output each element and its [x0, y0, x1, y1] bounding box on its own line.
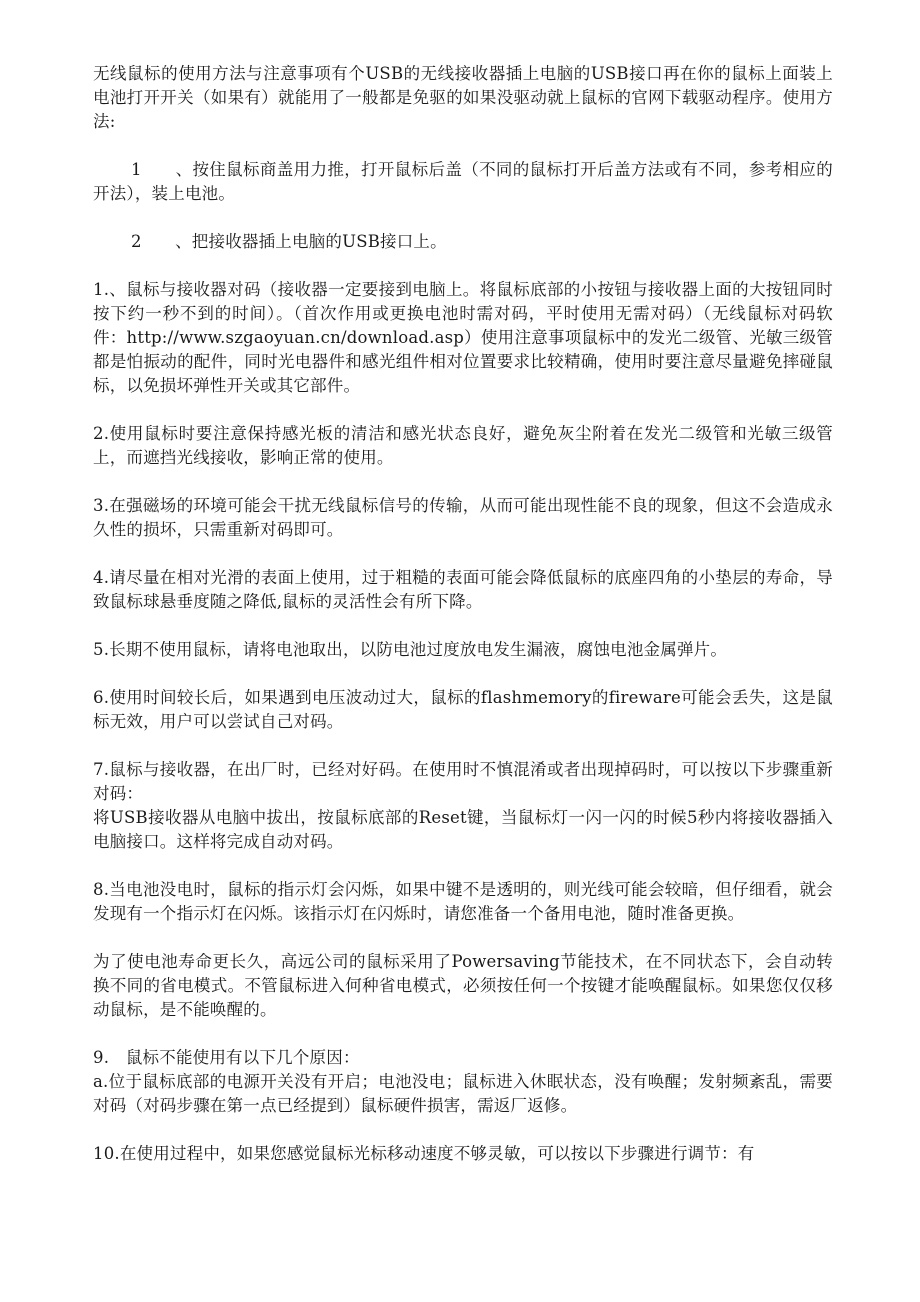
note-6-paragraph: 6.使用时间较长后，如果遇到电压波动过大，鼠标的flashmemory的fireware可能会丢失，这是鼠标无效，用户可以尝试自己对码。: [93, 688, 833, 731]
note-3-paragraph: 3.在强磁场的环境可能会干扰无线鼠标信号的传输，从而可能出现性能不良的现象，但这不会造成永久性的损坏，只需重新对码即可。: [93, 496, 833, 539]
note-7-heading: 7.鼠标与接收器，在出厂时，已经对好码。在使用时不慎混淆或者出现掉码时，可以按以下步骤重新对码：: [93, 760, 833, 803]
note-5-paragraph: 5.长期不使用鼠标，请将电池取出，以防电池过度放电发生漏液，腐蚀电池金属弹片。: [93, 640, 728, 659]
note-7-steps: 将USB接收器从电脑中拔出，按鼠标底部的Reset键，当鼠标灯一闪一闪的时候5秒内将接收器插入电脑接口。这样将完成自动对码。: [93, 808, 833, 851]
note-1-paragraph: 1.、鼠标与接收器对码（接收器一定要接到电脑上。将鼠标底部的小按钮与接收器上面的大按钮同时按下约一秒不到的时间）。（首次作用或更换电池时需对码，平时使用无需对码）（无线鼠标对码软件：http://www.szgaoyuan.cn/download.asp）使用注意事项鼠标中的发光二级管、光敏三级管都是怕振动的配件，同时光电器件和感光组件相对位置要求比较精确，使用时要注意尽量避免摔碰鼠标，以免损坏弹性开关或其它部件。: [93, 280, 833, 395]
step-2-paragraph: 2 、把接收器插上电脑的USB接口上。: [131, 232, 447, 251]
intro-paragraph: 无线鼠标的使用方法与注意事项有个USB的无线接收器插上电脑的USB接口再在你的鼠标上面装上电池打开开关（如果有）就能用了一般都是免驱的如果没驱动就上鼠标的官网下载驱动程序。使用方法:: [93, 64, 833, 131]
note-4-paragraph: 4.请尽量在相对光滑的表面上使用，过于粗糙的表面可能会降低鼠标的底座四角的小垫层的寿命，导致鼠标球悬垂度随之降低,鼠标的灵活性会有所下降。: [93, 568, 833, 611]
note-10-paragraph: 10.在使用过程中，如果您感觉鼠标光标移动速度不够灵敏，可以按以下步骤进行调节：有: [93, 1144, 755, 1163]
note-2-paragraph: 2.使用鼠标时要注意保持感光板的清洁和感光状态良好，避免灰尘附着在发光二级管和光敏三级管上，而遮挡光线接收，影响正常的使用。: [93, 424, 833, 467]
power-saving-paragraph: 为了使电池寿命更长久，高远公司的鼠标采用了Powersaving节能技术，在不同状态下，会自动转换不同的省电模式。不管鼠标进入何种省电模式，必须按任何一个按键才能唤醒鼠标。如果您仅仅移动鼠标，是不能唤醒的。: [93, 952, 833, 1019]
note-9-heading: 9. 鼠标不能使用有以下几个原因：: [93, 1048, 360, 1067]
step-1-paragraph: 1 、按住鼠标商盖用力推，打开鼠标后盖（不同的鼠标打开后盖方法或有不同，参考相应的开法），装上电池。: [93, 160, 833, 203]
note-8-paragraph: 8.当电池没电时，鼠标的指示灯会闪烁，如果中键不是透明的，则光线可能会较暗，但仔细看，就会发现有一个指示灯在闪烁。该指示灯在闪烁时，请您准备一个备用电池，随时准备更换。: [93, 880, 833, 923]
note-9-reasons: a.位于鼠标底部的电源开关没有开启；电池没电；鼠标进入休眠状态，没有唤醒；发射频紊乱，需要对码（对码步骤在第一点已经提到）鼠标硬件损害，需返厂返修。: [93, 1072, 833, 1115]
document-page: [93, 62, 833, 1190]
